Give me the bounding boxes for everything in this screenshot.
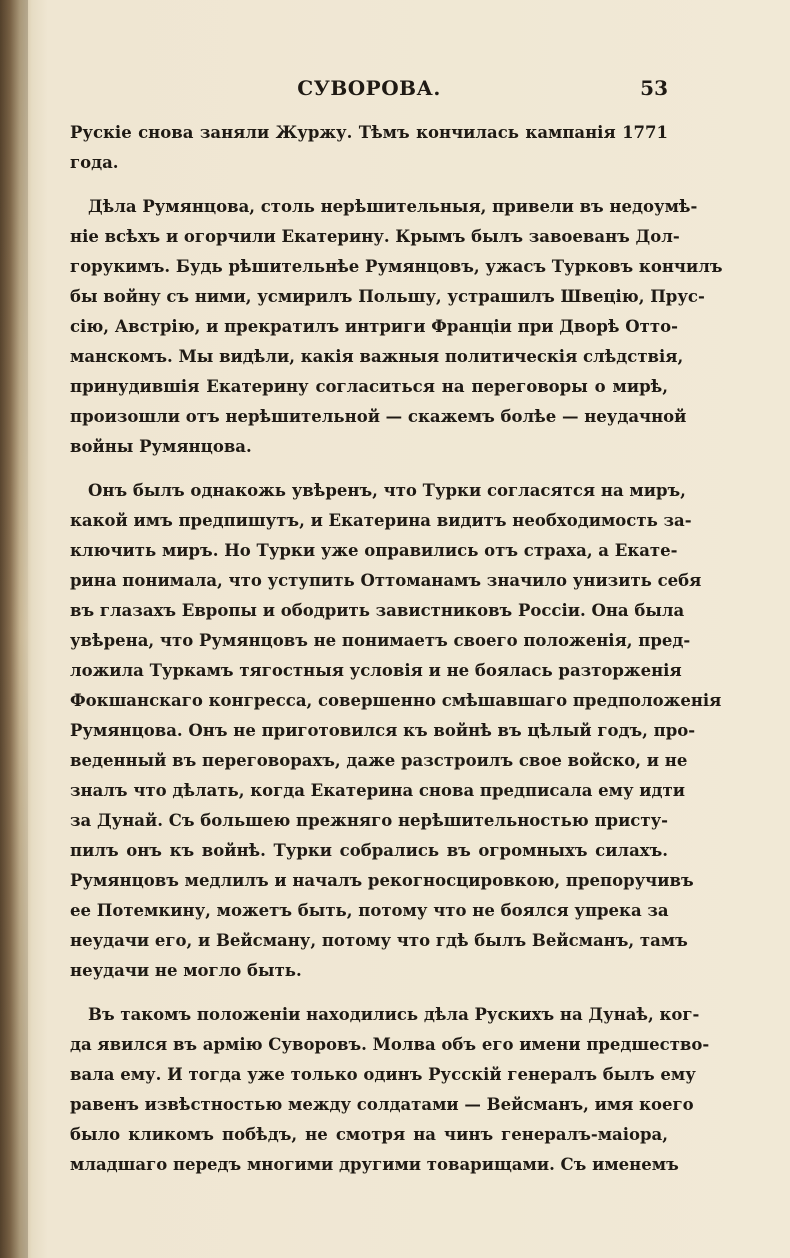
text-line: зналъ что дѣлать, когда Екатерина снова предписала ему идти xyxy=(70,781,685,800)
text-line: ложила Туркамъ тягостныя условія и не боялась разторженія xyxy=(70,661,682,680)
text-line: принудившія Екатерину согласиться на переговоры о мирѣ, xyxy=(70,377,668,396)
text-line: Фокшанскаго конгресса, совершенно смѣшавшаго предположенія xyxy=(70,691,722,710)
text-line: Руcкіе снова заняли Журжу. Тѣмъ кончилась кампанія 1771 xyxy=(70,123,668,142)
text-line: манскомъ. Мы видѣли, какія важныя политическія слѣдствія, xyxy=(70,347,684,366)
text-line: Румянцовъ медлилъ и началъ рекогносцировкою, препоручивъ xyxy=(70,871,694,890)
text-line: увѣрена, что Румянцовъ не понимаетъ своего положенія, пред- xyxy=(70,631,691,650)
text-line: войны Румянцова. xyxy=(70,437,252,456)
paragraph-3 xyxy=(70,476,722,986)
text-line: неудачи его, и Вейсману, потому что гдѣ былъ Вейсманъ, тамъ xyxy=(70,931,688,950)
text-line: да явился въ армію Суворовъ. Молва объ его имени предшество- xyxy=(70,1035,710,1054)
page-body xyxy=(70,118,723,1180)
text-line: ключить миръ. Но Турки уже оправились отъ страха, а Екате- xyxy=(70,541,678,560)
page-spine-shadow xyxy=(0,0,28,1258)
text-line: какой имъ предпишутъ, и Екатерина видитъ необходимость за- xyxy=(70,511,692,530)
text-line: пилъ онъ къ войнѣ. Турки собрались въ огромныхъ силахъ. xyxy=(70,841,668,860)
text-line: веденный въ переговорахъ, даже разстроилъ свое войско, и не xyxy=(70,751,688,770)
text-line: сію, Австрію, и прекратилъ интриги Франціи при Дворѣ Отто- xyxy=(70,317,678,336)
paragraph-1 xyxy=(70,118,668,178)
text-line: въ глазахъ Европы и ободрить завистниковъ Россіи. Она была xyxy=(70,601,685,620)
text-line: младшаго передъ многими другими товарищами. Съ именемъ xyxy=(70,1155,679,1174)
paragraph-2 xyxy=(70,192,723,462)
text-line: ніе всѣхъ и огорчили Екатерину. Крымъ былъ завоеванъ Дол- xyxy=(70,227,680,246)
text-line: горукимъ. Будь рѣшительнѣе Румянцовъ, ужасъ Турковъ кончилъ xyxy=(70,257,723,276)
text-line: Онъ былъ однакожь увѣренъ, что Турки согласятся на миръ, xyxy=(88,481,686,500)
text-line: Дѣла Румянцова, столь нерѣшительныя, привели въ недоумѣ- xyxy=(88,197,698,216)
text-line: бы войну съ ними, усмирилъ Польшу, устрашилъ Швецію, Прус- xyxy=(70,287,705,306)
text-line: ее Потемкину, можетъ быть, потому что не боялся упрека за xyxy=(70,901,669,920)
text-line: неудачи не могло быть. xyxy=(70,961,302,980)
paragraph-4 xyxy=(70,1000,710,1180)
page-number: 53 xyxy=(640,76,668,100)
running-title: СУВОРОВА. xyxy=(297,76,441,100)
text-line: равенъ извѣстностью между солдатами — Вейсманъ, имя коего xyxy=(70,1095,694,1114)
text-line: рина понимала, что уступить Оттоманамъ значило унизить себя xyxy=(70,571,702,590)
text-line: вала ему. И тогда уже только одинъ Русскій генералъ былъ ему xyxy=(70,1065,696,1084)
text-line: было кликомъ побѣдъ, не смотря на чинъ генералъ-маіора, xyxy=(70,1125,668,1144)
text-line: Въ такомъ положеніи находились дѣла Рускихъ на Дунаѣ, ког- xyxy=(88,1005,700,1024)
page-header xyxy=(70,76,668,104)
text-line: года. xyxy=(70,153,119,172)
text-line: произошли отъ нерѣшительной — скажемъ болѣе — неудачной xyxy=(70,407,687,426)
text-line: за Дунай. Съ большею прежняго нерѣшительностью присту- xyxy=(70,811,668,830)
text-line: Румянцова. Онъ не приготовился къ войнѣ въ цѣлый годъ, про- xyxy=(70,721,696,740)
